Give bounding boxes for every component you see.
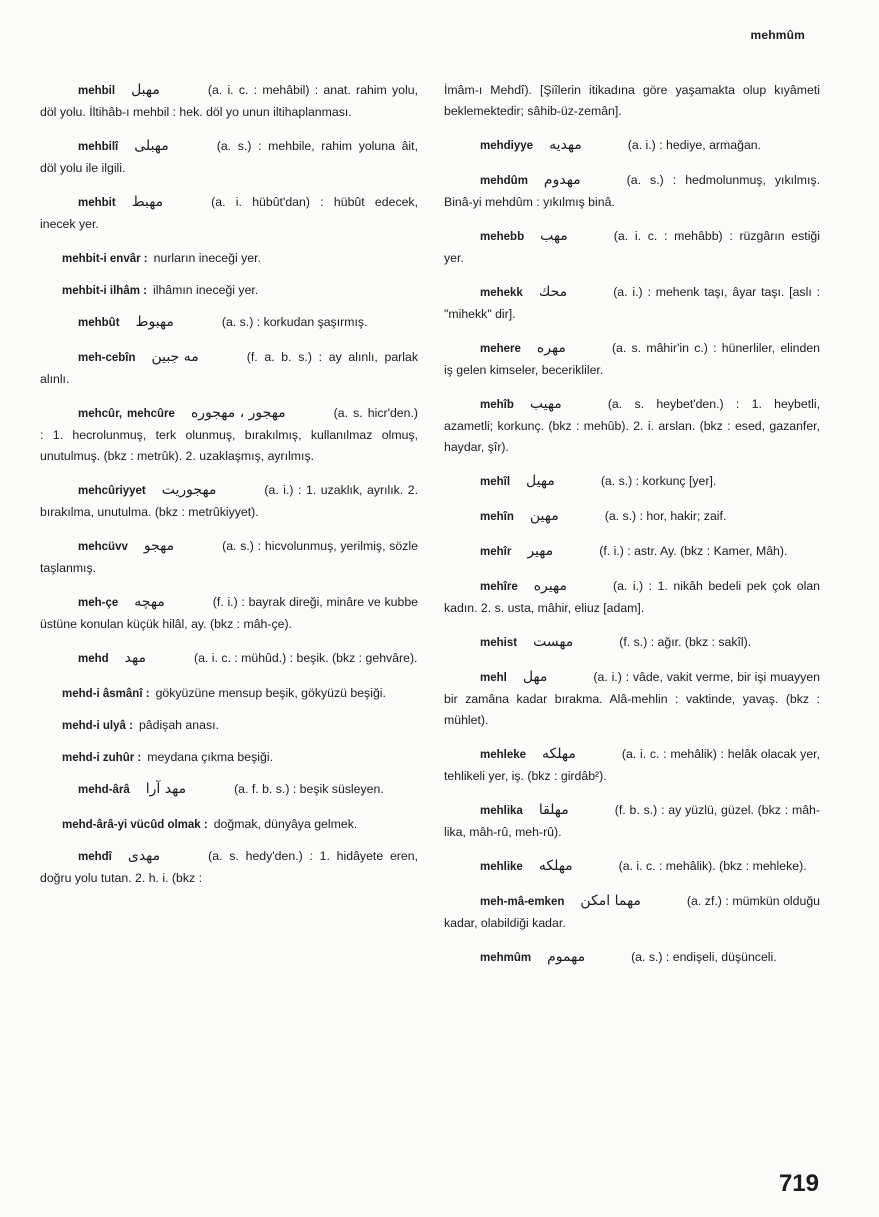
headword: mehîr (480, 546, 512, 558)
definition: ilhâmın ineceği yer. (152, 283, 259, 297)
dictionary-entry (40, 403, 418, 467)
definition: (a. zf.) : mümkün olduğu kadar, olabildiği kadar. (444, 894, 820, 930)
dictionary-entry (444, 80, 820, 122)
definition: gökyüzüne mensup beşik, gökyüzü beşiği. (155, 686, 386, 700)
definition: (a. s. hedy'den.) : 1. hidâyete eren, doğru yolu tutan. 2. h. i. (bkz : (40, 849, 418, 885)
definition: (a. i.) : mehenk taşı, âyar taşı. [aslı : "mihekk" dir]. (444, 285, 820, 321)
headword: mehcüvv (78, 541, 128, 553)
ottoman-script: مهلكه (538, 858, 573, 874)
dictionary-entry (444, 282, 820, 325)
dictionary-entry (444, 506, 820, 528)
dictionary-entry (40, 779, 418, 801)
ottoman-script: محك (538, 284, 568, 300)
dictionary-entry (444, 947, 820, 969)
ottoman-script: مهدیه (549, 137, 582, 153)
ottoman-script: مهیل (526, 473, 555, 489)
headword: mehleke (480, 749, 527, 761)
headword: mehd-i ulyâ : (62, 720, 133, 732)
dictionary-entry (40, 248, 418, 270)
definition: meydana çıkma beşiği. (147, 750, 273, 764)
definition: İmâm-ı Mehdî). [Şiîlerin itikadına göre yaşamakta olup kıyâmeti beklemektedir; sâhib-üz-zemân]. (444, 83, 820, 118)
definition: nurların ineceği yer. (153, 251, 261, 265)
headword: meh-cebîn (78, 352, 136, 364)
page-number: 719 (778, 1170, 819, 1197)
headword: mehl (480, 672, 507, 684)
ottoman-script: مهره (536, 340, 566, 356)
headword: mehcûr, mehcûre (78, 408, 175, 420)
dictionary-entry (40, 280, 418, 302)
definition: (a. s.) : hedmolunmuş, yıkılmış. Binâ-yi mehdûm : yıkılmış binâ. (444, 173, 820, 209)
ottoman-script: مهدی (127, 848, 161, 864)
headword: mehbit-i ilhâm : (62, 285, 147, 297)
headword: mehd-i zuhûr : (62, 752, 142, 764)
ottoman-script: مهیره (533, 578, 567, 594)
dictionary-entry (444, 576, 820, 619)
headword: mehcûriyyet (78, 485, 146, 497)
headword: mehd-i âsmânî : (62, 688, 150, 700)
definition: (a. s.) : mehbile, rahim yoluna âit, döl yolu ile ilgili. (40, 139, 418, 175)
definition: (a. s.) : hor, hakir; zaif. (604, 509, 727, 523)
left-column (40, 80, 418, 902)
ottoman-script: مهجو (143, 538, 175, 554)
headword: mehd-ârâ (78, 784, 130, 796)
headword: mehd-ârâ-yi vücûd olmak : (62, 819, 208, 831)
dictionary-entry (40, 648, 418, 670)
ottoman-script: مهد (124, 650, 146, 666)
dictionary-entry (444, 226, 820, 269)
dictionary-entry (40, 592, 418, 635)
headword: mehebb (480, 231, 525, 243)
headword: mehdiyye (480, 140, 534, 152)
dictionary-entry (40, 715, 418, 737)
definition: (a. s.) : korkudan şaşırmış. (221, 315, 368, 329)
dictionary-entry (40, 80, 418, 123)
definition: (f. i.) : astr. Ay. (bkz : Kamer, Mâh). (599, 544, 788, 558)
dictionary-entry (40, 480, 418, 523)
definition: (a. i. hübût'dan) : hübût edecek, inecek yer. (40, 195, 418, 231)
ottoman-script: مهموم (547, 949, 586, 965)
headword: mehbit (78, 197, 116, 209)
headword: mehbil (78, 85, 116, 97)
headword: mehist (480, 637, 518, 649)
headword: mehekk (480, 287, 523, 299)
definition: pâdişah anası. (138, 718, 219, 732)
dictionary-entry (444, 856, 820, 878)
definition: (a. i. c. : mehâbil) : anat. rahim yolu, döl yolu. İltihâb-ı mehbil : hek. döl yo unun iltihaplanması. (40, 83, 418, 119)
definition: (a. i.) : vâde, vakit verme, bir işi muayyen bir zamâna kadar bırakma. Alâ-mehlin : vaktinde, yavaş. (bkz : mühlet). (444, 670, 820, 727)
definition: (a. s. heybet'den.) : 1. heybetli, azametli; korkunç. (bkz : mehûb). 2. i. arslan. (bkz : esed, gazanfer, haydar, şîr). (444, 397, 820, 454)
headword: meh-mâ-emken (480, 896, 565, 908)
ottoman-script: مهدوم (543, 172, 581, 188)
definition: (a. i.) : hediye, armağan. (627, 138, 762, 152)
headword: mehbit-i envâr : (62, 253, 148, 265)
ottoman-script: مهیر (527, 543, 554, 559)
headword: mehîre (480, 581, 518, 593)
definition: (f. a. b. s.) : ay alınlı, parlak alınlı. (40, 350, 418, 386)
dictionary-entry (444, 338, 820, 381)
ottoman-script: مهب (540, 228, 568, 244)
dictionary-entry (40, 814, 418, 836)
definition: (a. i.) : 1. uzaklık, ayrılık. 2. bırakılma, unutulma. (bkz : metrûkiyyet). (40, 483, 418, 519)
definition: doğmak, dünyâya gelmek. (213, 817, 358, 831)
dictionary-entry (444, 800, 820, 843)
headword: mehmûm (480, 952, 532, 964)
definition: (a. s. hicr'den.) : 1. hecrolunmuş, terk olunmuş, bırakılmış, kullanılmaz olmuş, unutulmuş. (bkz : metrûk). 2. uzaklaşmış, ayrılmış. (40, 406, 418, 463)
headword: meh-çe (78, 597, 119, 609)
dictionary-entry (444, 170, 820, 213)
dictionary-entry (40, 747, 418, 769)
ottoman-script: مهلكه (542, 746, 576, 762)
ottoman-script: مهبط (131, 194, 164, 210)
definition: (a. s.) : endişeli, düşünceli. (631, 950, 777, 964)
definition: (f. s.) : ağır. (bkz : sakîl). (619, 635, 752, 649)
definition: (a. i. c. : mehâlik) : helâk olacak yer, tehlikeli yer, iş. (bkz : girdâb²). (444, 747, 820, 783)
running-head: mehmûm (750, 28, 805, 42)
ottoman-script: مهبلی (134, 138, 169, 154)
dictionary-entry (40, 192, 418, 235)
definition: (a. i. c. : mühûd.) : beşik. (bkz : gehvâre). (193, 651, 418, 665)
ottoman-script: مهد آرا (145, 781, 187, 797)
ottoman-script: مهما امكن (580, 893, 641, 909)
ottoman-script: مهجور ، مهجوره (190, 405, 286, 421)
ottoman-script: مهین (529, 508, 559, 524)
dictionary-entry (444, 541, 820, 563)
headword: mehîb (480, 399, 514, 411)
ottoman-script: مهجوریت (161, 482, 217, 498)
definition: (a. s.) : hicvolunmuş, yerilmiş, sözle taşlanmış. (40, 539, 418, 575)
definition: (a. i. c. : mehâbb) : rüzgârın estiği yer. (444, 229, 820, 265)
headword: mehd (78, 653, 109, 665)
ottoman-script: مهلقا (538, 802, 569, 818)
dictionary-entry (444, 135, 820, 157)
dictionary-entry (444, 632, 820, 654)
dictionary-entry (444, 667, 820, 731)
headword: mehere (480, 343, 521, 355)
ottoman-script: مه جبین (151, 349, 199, 365)
ottoman-script: مهبل (131, 82, 160, 98)
headword: mehlike (480, 861, 523, 873)
right-column (444, 80, 820, 982)
definition: (a. s. mâhir'in c.) : hünerliler, elinden iş gelen kimseler, becerikliler. (444, 341, 820, 377)
definition: (f. i.) : bayrak direği, minâre ve kubbe üstüne konulan küçük hilâl, ay. (bkz : mâh-çe). (40, 595, 418, 631)
dictionary-entry (40, 846, 418, 889)
headword: mehbilî (78, 141, 119, 153)
dictionary-entry (444, 744, 820, 787)
dictionary-entry (444, 394, 820, 458)
ottoman-script: مهیب (529, 396, 562, 412)
ottoman-script: مهست (533, 634, 574, 650)
definition: (f. b. s.) : ay yüzlü, güzel. (bkz : mâh-lika, mâh-rû, meh-rû). (444, 803, 820, 839)
ottoman-script: مهچه (134, 594, 165, 610)
dictionary-entry (40, 136, 418, 179)
dictionary-entry (40, 536, 418, 579)
headword: mehdûm (480, 175, 528, 187)
definition: (a. i. c. : mehâlik). (bkz : mehleke). (618, 859, 807, 873)
headword: mehlika (480, 805, 523, 817)
definition: (a. f. b. s.) : beşik süsleyen. (234, 782, 384, 796)
headword: mehîl (480, 476, 511, 488)
dictionary-entry (40, 312, 418, 334)
ottoman-script: مهل (522, 669, 548, 685)
definition: (a. s.) : korkunç [yer]. (600, 474, 717, 488)
headword: mehdî (78, 851, 112, 863)
dictionary-entry (40, 683, 418, 705)
definition: (a. i.) : 1. nikâh bedeli pek çok olan kadın. 2. s. usta, mâhir, eliuz [adam]. (444, 579, 820, 615)
dictionary-entry (444, 891, 820, 934)
headword: mehîn (480, 511, 514, 523)
ottoman-script: مهبوط (135, 314, 174, 330)
dictionary-entry (40, 347, 418, 390)
dictionary-entry (444, 471, 820, 493)
headword: mehbût (78, 317, 120, 329)
